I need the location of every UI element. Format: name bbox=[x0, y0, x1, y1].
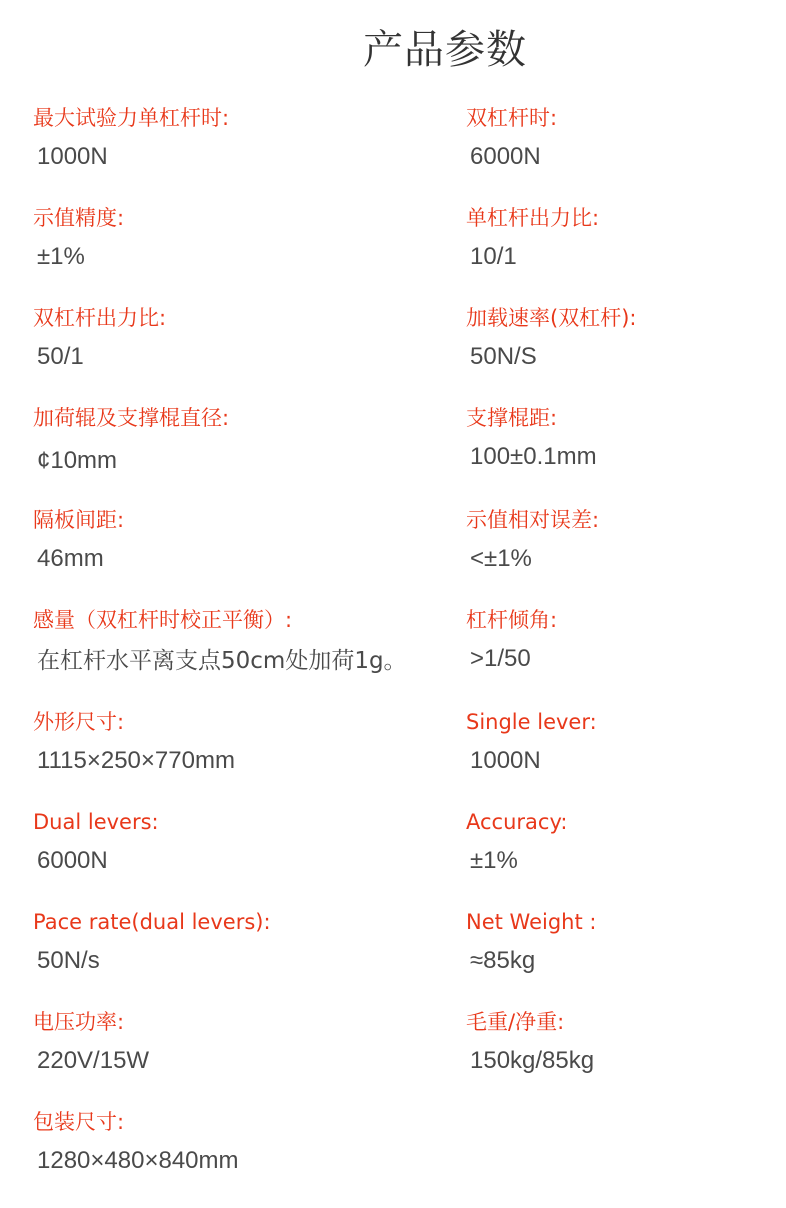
spec-value: <±1% bbox=[470, 545, 532, 572]
spec-value: 50N/s bbox=[37, 947, 100, 974]
spec-label: 加载速率(双杠杆): bbox=[466, 306, 637, 330]
spec-lever-tilt bbox=[466, 606, 786, 674]
spec-pace-rate-en bbox=[33, 908, 453, 976]
spec-net-weight-en bbox=[466, 908, 786, 976]
spec-label: 单杠杆出力比: bbox=[466, 206, 600, 230]
spec-value: 50/1 bbox=[37, 343, 84, 370]
spec-label: 包装尺寸: bbox=[33, 1110, 125, 1134]
spec-packing-size bbox=[33, 1108, 453, 1176]
spec-value: 1115×250×770mm bbox=[37, 747, 235, 774]
spec-value: 6000N bbox=[37, 847, 108, 874]
page-title: 产品参数 bbox=[363, 27, 527, 73]
spec-label: 支撑棍距: bbox=[466, 406, 558, 430]
spec-value: >1/50 bbox=[470, 645, 531, 672]
spec-gross-net-weight bbox=[466, 1008, 786, 1076]
spec-accuracy-en bbox=[466, 808, 786, 876]
spec-label: Net Weight : bbox=[466, 910, 597, 934]
spec-single-lever-ratio bbox=[466, 204, 786, 272]
spec-value: ±1% bbox=[37, 243, 85, 270]
spec-support-span bbox=[466, 404, 786, 472]
spec-label: 外形尺寸: bbox=[33, 710, 125, 734]
spec-label: Pace rate(dual levers): bbox=[33, 910, 271, 934]
spec-label: 双杠杆出力比: bbox=[33, 306, 167, 330]
spec-label: 感量（双杠杆时校正平衡）: bbox=[33, 608, 293, 632]
spec-relative-error bbox=[466, 506, 786, 574]
spec-label: 最大试验力单杠杆时: bbox=[33, 106, 230, 130]
spec-label: Dual levers: bbox=[33, 810, 159, 834]
spec-value: 1000N bbox=[470, 747, 541, 774]
spec-partition-spacing bbox=[33, 506, 453, 574]
spec-dual-lever-force bbox=[466, 104, 786, 172]
spec-value: 46mm bbox=[37, 545, 104, 572]
spec-label: 毛重/净重: bbox=[466, 1010, 565, 1034]
spec-value: 150kg/85kg bbox=[470, 1047, 595, 1074]
spec-power bbox=[33, 1008, 453, 1076]
spec-label: Accuracy: bbox=[466, 810, 568, 834]
spec-value: 50N/S bbox=[470, 343, 537, 370]
spec-value: ±1% bbox=[470, 847, 518, 874]
spec-value: 100±0.1mm bbox=[470, 443, 597, 470]
spec-loading-rate bbox=[466, 304, 786, 372]
spec-label: Single lever: bbox=[466, 710, 597, 734]
spec-label: 加荷辊及支撑棍直径: bbox=[33, 406, 230, 430]
spec-dual-lever-ratio bbox=[33, 304, 453, 372]
spec-max-force-single-lever bbox=[33, 104, 453, 172]
spec-label: 杠杆倾角: bbox=[466, 608, 558, 632]
spec-label: 隔板间距: bbox=[33, 508, 125, 532]
spec-value: ≈85kg bbox=[470, 947, 536, 974]
spec-value: 10/1 bbox=[470, 243, 517, 270]
spec-label: 双杠杆时: bbox=[466, 106, 558, 130]
spec-label: 示值精度: bbox=[33, 206, 125, 230]
spec-value: 在杠杆水平离支点50cm处加荷1g。 bbox=[37, 648, 407, 674]
spec-value: ¢10mm bbox=[37, 447, 118, 474]
spec-sensitivity bbox=[33, 606, 453, 676]
spec-dimensions bbox=[33, 708, 453, 776]
spec-value: 1280×480×840mm bbox=[37, 1147, 239, 1174]
spec-value: 1000N bbox=[37, 143, 108, 170]
spec-label: 电压功率: bbox=[33, 1010, 125, 1034]
spec-roller-diameter bbox=[33, 404, 453, 476]
spec-accuracy bbox=[33, 204, 453, 272]
spec-value: 220V/15W bbox=[37, 1047, 150, 1074]
spec-value: 6000N bbox=[470, 143, 541, 170]
spec-single-lever-en bbox=[466, 708, 786, 776]
spec-dual-levers-en bbox=[33, 808, 453, 876]
spec-label: 示值相对误差: bbox=[466, 508, 600, 532]
